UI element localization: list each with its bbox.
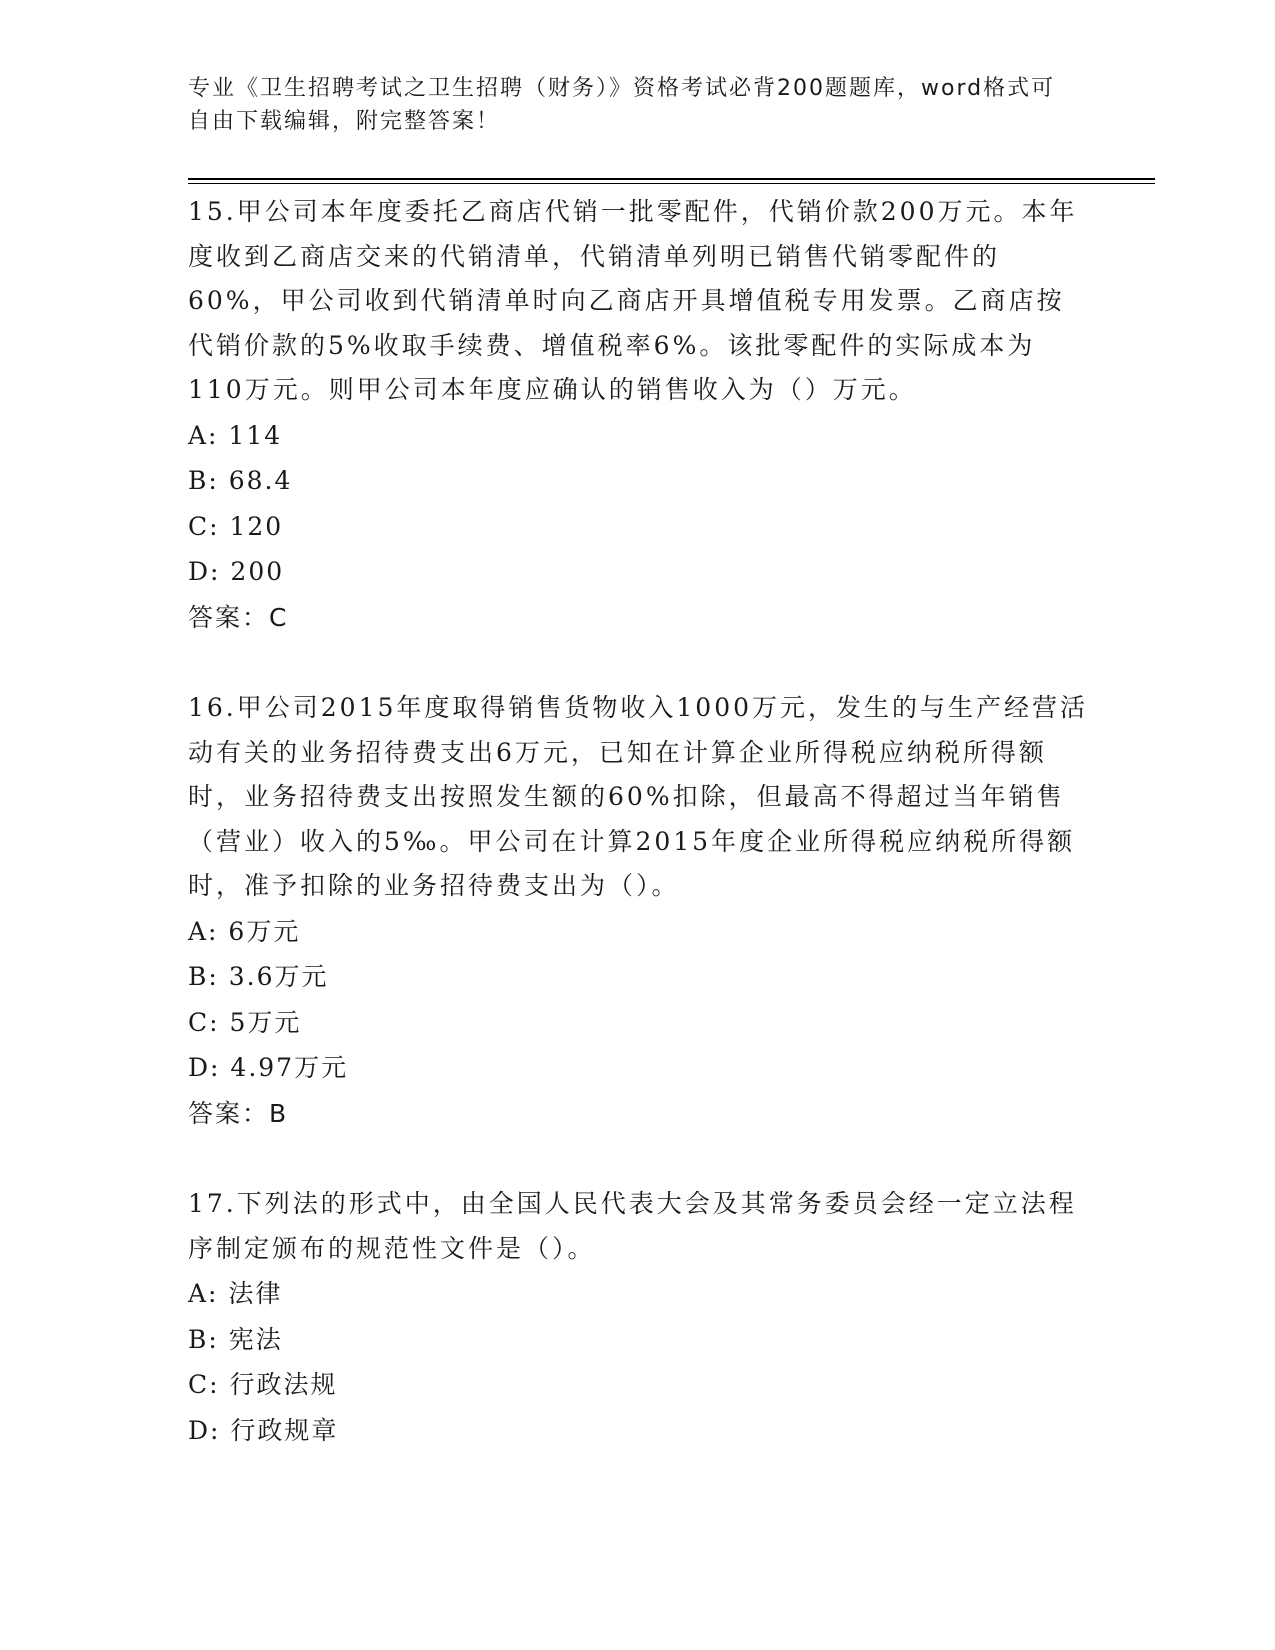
option-d: D: 行政规章 — [188, 1415, 339, 1445]
answer: 答案：B — [188, 1098, 289, 1128]
question-stem: 16.甲公司2015年度取得销售货物收入1000万元，发生的与生产经营活动有关的业务招待费支出6万元，已知在计算企业所得税应纳税所得额时，业务招待费支出按照发生额的60%扣除，但最高不得超过当年销售（营业）收入的5‰。甲公司在计算2015年度企业所得税应纳税所得额时，准予扣除的业务招待费支出为（）。 — [188, 693, 1089, 900]
document-header: 专业《卫生招聘考试之卫生招聘（财务）》资格考试必背200题题库，word格式可自由下载编辑，附完整答案！ — [188, 76, 1056, 134]
answer: 答案：C — [188, 602, 289, 632]
question-stem: 15.甲公司本年度委托乙商店代销一批零配件，代销价款200万元。本年度收到乙商店交来的代销清单，代销清单列明已销售代销零配件的60%，甲公司收到代销清单时向乙商店开具增值税专用发票。乙商店按代销价款的5%收取手续费、增值税率6%。该批零配件的实际成本为110万元。则甲公司本年度应确认的销售收入为（）万元。 — [188, 197, 1078, 404]
header-divider-thin — [188, 183, 1155, 184]
option-a: A: 6万元 — [188, 916, 301, 946]
option-c: C: 5万元 — [188, 1007, 302, 1037]
option-b: B: 68.4 — [188, 466, 293, 495]
question-16 — [188, 686, 1088, 1136]
option-b: B: 3.6万元 — [188, 962, 329, 991]
question-list — [188, 190, 1088, 1499]
option-a: A: 114 — [188, 420, 283, 450]
option-a: A: 法律 — [188, 1279, 283, 1308]
option-b: B: 宪法 — [188, 1324, 283, 1354]
option-c: C: 行政法规 — [188, 1370, 338, 1399]
question-15 — [188, 190, 1088, 640]
header-divider-thick — [188, 178, 1155, 180]
option-c: C: 120 — [188, 511, 284, 541]
question-stem: 17.下列法的形式中，由全国人民代表大会及其常务委员会经一定立法程序制定颁布的规范性文件是（）。 — [188, 1189, 1077, 1263]
option-d: D: 4.97万元 — [188, 1053, 349, 1082]
question-17 — [188, 1182, 1088, 1453]
option-d: D: 200 — [188, 557, 285, 586]
